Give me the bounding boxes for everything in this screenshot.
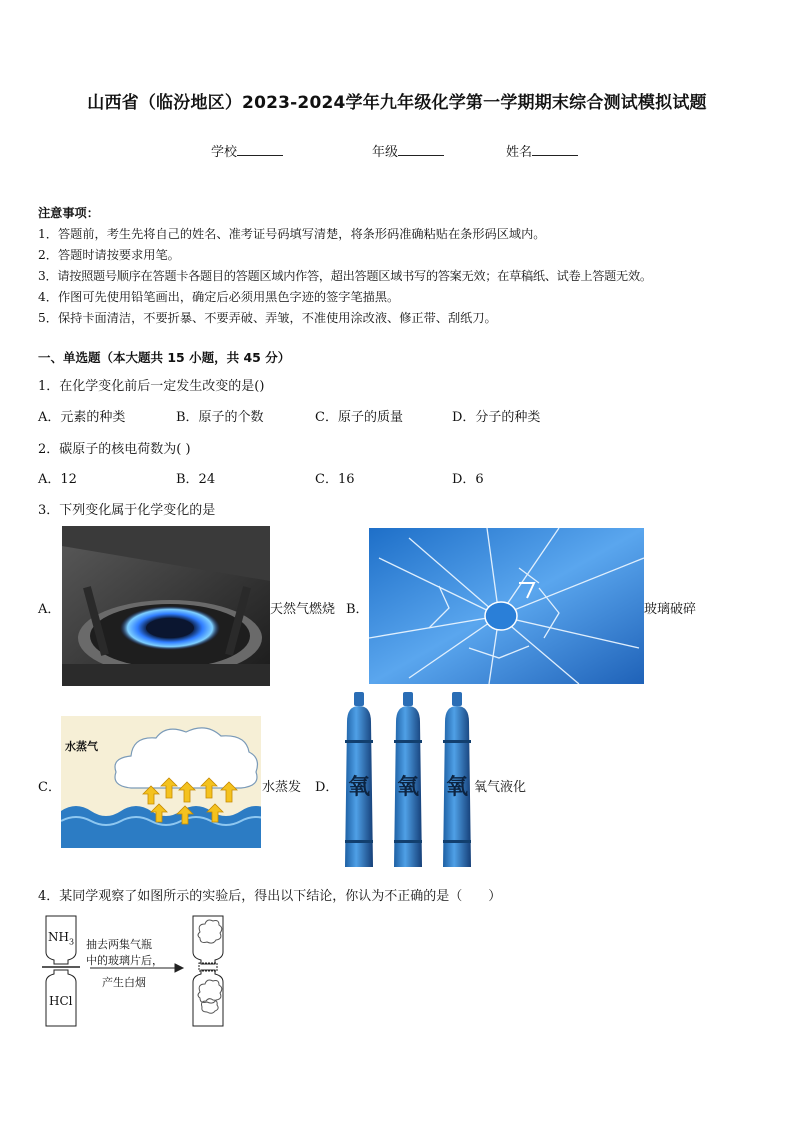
question-2-stem: 2．碳原子的核电荷数为( ): [38, 442, 191, 457]
cylinder-1-text: 氧: [348, 774, 371, 800]
school-blank: [237, 143, 283, 156]
question-4-stem: 4．某同学观察了如图所示的实验后，得出以下结论，你认为不正确的是（ ）: [38, 889, 502, 904]
grade-blank: [398, 143, 444, 156]
q3-option-d-caption: 氧气液化: [474, 780, 527, 795]
broken-glass-image: [369, 528, 644, 684]
note-item: 4．作图可先使用铅笔画出，确定后必须用黑色字迹的签字笔描黑。: [38, 290, 400, 304]
name-field: [506, 141, 578, 160]
note-item: 1．答题前，考生先将自己的姓名、准考证号码填写清楚，将条形码准确粘贴在条形码区域内。: [38, 227, 546, 241]
q1-option-a: A．元素的种类: [38, 410, 126, 425]
note-item: 2．答题时请按要求用笔。: [38, 248, 180, 262]
q3-option-b-caption: 玻璃破碎: [644, 602, 697, 617]
question-1-stem: 1．在化学变化前后一定发生改变的是(): [38, 379, 265, 394]
water-evaporation-image: [61, 716, 261, 848]
q2-option-a: A．12: [38, 472, 77, 487]
notes-block: [38, 203, 652, 329]
grade-field: [372, 141, 444, 160]
nh3-hcl-experiment-diagram: [40, 912, 240, 1030]
name-label: 姓名: [506, 145, 533, 160]
name-blank: [532, 143, 578, 156]
nh3-label: [48, 930, 74, 946]
q3-option-b-label: B．: [346, 602, 369, 617]
steam-label: 水蒸气: [65, 740, 98, 753]
q1-option-b: B．原子的个数: [176, 410, 264, 425]
note-item: 3．请按照题号顺序在答题卡各题目的答题区域内作答，超出答题区域书写的答案无效；在草稿纸、试卷上答题无效。: [38, 269, 652, 283]
note-item: 5．保持卡面清洁，不要折暴、不要弄破、弄皱，不准使用涂改液、修正带、刮纸刀。: [38, 311, 497, 325]
q3-option-a-label: A．: [38, 602, 61, 617]
q3-option-c-caption: 水蒸发: [262, 780, 302, 795]
q3-option-d-label: D．: [315, 780, 339, 795]
arrow-text-line-1: 抽去两集气瓶: [86, 938, 152, 951]
school-field: [211, 141, 283, 160]
nh3-subscript: 3: [68, 937, 75, 947]
oxygen-cylinders-image: [345, 692, 475, 874]
hcl-label: HCl: [49, 994, 73, 1008]
q2-option-c: C．16: [315, 472, 355, 487]
gas-stove-flame-image: [62, 526, 270, 686]
cylinder-3-text: 氧: [446, 774, 469, 800]
q3-option-c-label: C．: [38, 780, 61, 795]
q3-option-a-caption: 天然气燃烧: [270, 602, 336, 617]
grade-label: 年级: [372, 145, 399, 160]
q1-option-d: D．分子的种类: [452, 410, 541, 425]
cylinder-2-text: 氧: [397, 774, 420, 800]
section-heading: 一、单选题（本大题共 15 小题，共 45 分）: [38, 350, 291, 365]
page-title: 山西省（临汾地区）2023-2024学年九年级化学第一学期期末综合测试模拟试题: [87, 93, 707, 113]
question-3-stem: 3．下列变化属于化学变化的是: [38, 503, 216, 518]
notes-heading: 注意事项：: [38, 206, 99, 220]
school-label: 学校: [211, 145, 238, 160]
arrow-text-line-3: 产生白烟: [102, 976, 146, 989]
arrow-text-line-2: 中的玻璃片后，: [86, 954, 163, 967]
nh3-text: NH: [48, 930, 69, 944]
q2-option-b: B．24: [176, 472, 216, 487]
q2-option-d: D．6: [452, 472, 484, 487]
q1-option-c: C．原子的质量: [315, 410, 403, 425]
